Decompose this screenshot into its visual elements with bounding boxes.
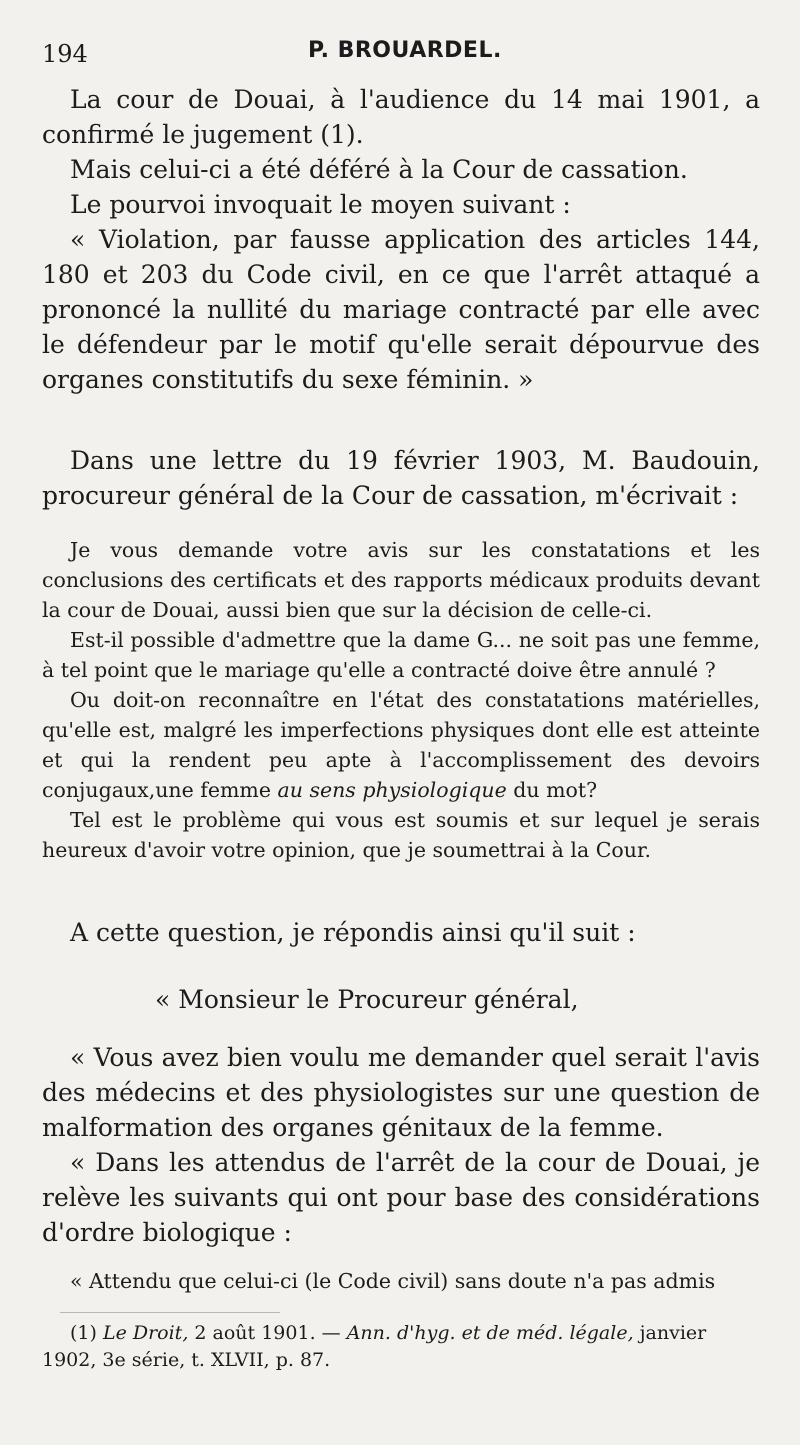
salutation-block bbox=[155, 982, 715, 1017]
paragraph-cour-de-douai: La cour de Douai, à l'audience du 14 mai 1901, a confirmé le jugement (1). bbox=[42, 85, 760, 149]
paragraph-attendus: « Dans les attendus de l'arrêt de la cour de Douai, je relève les suivants qui ont pour base des considérations d'ordre biologique : bbox=[42, 1148, 760, 1247]
letter-paragraph-3-end: du mot? bbox=[506, 778, 598, 802]
footnote-reference: janvier 1902, 3e série, t. XLVII, p. 87. bbox=[42, 1322, 707, 1371]
footnote bbox=[42, 1320, 760, 1374]
letter-paragraph-4: Tel est le problème qui vous est soumis et sur lequel je serais heureux d'avoir votre opinion, que je soumettrai à la Cour. bbox=[42, 808, 760, 862]
page-number: 194 bbox=[42, 40, 88, 68]
paragraph-reponse: A cette question, je répondis ainsi qu'il suit : bbox=[70, 918, 636, 947]
body-section-1 bbox=[42, 82, 760, 397]
salutation: « Monsieur le Procureur général, bbox=[155, 985, 579, 1014]
body-section-4 bbox=[42, 1040, 760, 1250]
letter-paragraph-3-text: Ou doit-on reconnaître en l'état des constatations matérielles, qu'elle est, malgré les imperfections physiques dont elle est atteinte et qui la rendent peu apte à l'accomplissement des devoirs conjugaux,une femme bbox=[42, 688, 760, 802]
footnote-rule bbox=[60, 1312, 280, 1313]
body-section-3 bbox=[42, 915, 760, 950]
footnote-text bbox=[42, 1320, 760, 1374]
footnote-date: 2 août 1901. — bbox=[188, 1322, 347, 1344]
running-head: P. BROUARDEL. bbox=[308, 38, 502, 63]
letter-quotation bbox=[42, 535, 760, 865]
paragraph-avis-medecins: « Vous avez bien voulu me demander quel serait l'avis des médecins et des physiologistes sur une question de malformation des organes génitaux de la femme. bbox=[42, 1043, 760, 1142]
body-section-2 bbox=[42, 443, 760, 513]
body-section-5 bbox=[42, 1266, 760, 1296]
letter-italic-phrase: au sens physiologique bbox=[277, 778, 507, 802]
footnote-journal: Ann. d'hyg. et de méd. légale, bbox=[346, 1322, 634, 1344]
paragraph-pourvoi: Le pourvoi invoquait le moyen suivant : bbox=[70, 190, 571, 219]
footnote-source: Le Droit, bbox=[102, 1322, 189, 1344]
letter-paragraph-3 bbox=[42, 685, 760, 805]
paragraph-cassation: Mais celui-ci a été déféré à la Cour de cassation. bbox=[70, 155, 688, 184]
paragraph-attendu-code-civil: « Attendu que celui-ci (le Code civil) sans doute n'a pas admis bbox=[70, 1269, 716, 1293]
paragraph-violation-quote: « Violation, par fausse application des articles 144, 180 et 203 du Code civil, en ce que l'arrêt attaqué a prononcé la nullité du mariage contracté par elle avec le défendeur par le motif qu'elle serait dépourvue des organes constitutifs du sexe féminin. » bbox=[42, 225, 760, 394]
paragraph-lettre-baudouin: Dans une lettre du 19 février 1903, M. Baudouin, procureur général de la Cour de cassation, m'écrivait : bbox=[42, 446, 760, 510]
footnote-marker: (1) bbox=[70, 1322, 103, 1344]
letter-paragraph-2: Est-il possible d'admettre que la dame G... ne soit pas une femme, à tel point que le mariage qu'elle a contracté doive être annulé ? bbox=[42, 628, 760, 682]
letter-paragraph-1: Je vous demande votre avis sur les constatations et les conclusions des certificats et des rapports médicaux produits devant la cour de Douai, aussi bien que sur la décision de celle-ci. bbox=[42, 538, 760, 622]
